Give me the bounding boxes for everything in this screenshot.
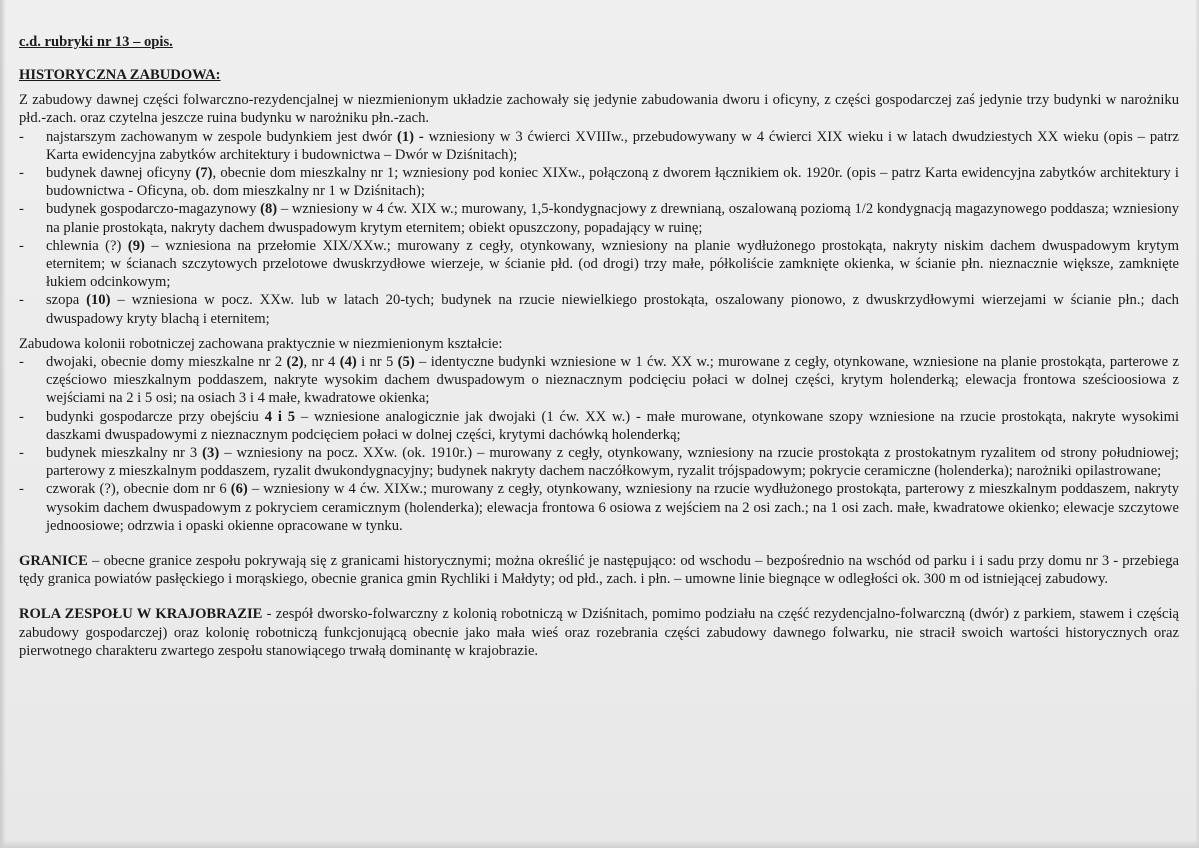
borders-paragraph — [19, 552, 1179, 588]
colony-building-list — [19, 353, 1179, 535]
page-edge — [0, 840, 1199, 848]
historical-building-list — [19, 128, 1179, 328]
list-item: - szopa (10) – wzniesiona w pocz. XXw. lub w latach 20-tych; budynek na rzucie niewielkiego prostokąta, oszalowany pionowo, z dwuskrzydłowymi wierzejami w ścianie płn.; dach dwuspadowy kryty blachą i eternitem; — [19, 292, 1179, 327]
document-content — [19, 33, 1179, 660]
list-item: - budynek dawnej oficyny (7), obecnie dom mieszkalny nr 1; wzniesiony pod koniec XIXw., połączoną z dworem łącznikiem ok. 1920r. (opis – patrz Karta ewidencyjna zabytków architektury i budownictwa - Oficyna, ob. dom mieszkalny nr 1 w Dziśnitach); — [19, 165, 1179, 200]
list-item: - najstarszym zachowanym w zespole budynkiem jest dwór (1) - wzniesiony w 3 ćwierci XVIIIw., przebudowywany w 4 ćwierci XIX wieku i w latach dwudziestych XX wieku (opis – patrz Karta ewidencyjna zabytków architektury i budownictwa – Dwór w Dziśnitach); — [19, 128, 1179, 163]
landscape-paragraph — [19, 605, 1179, 660]
landscape-label: ROLA ZESPOŁU W KRAJOBRAZIE — [19, 606, 263, 623]
page-edge — [1195, 0, 1199, 848]
list-item: - budynek gospodarczo-magazynowy (8) – wzniesiony w 4 ćw. XIX w.; murowany, 1,5-kondygnacjowy z drewnianą, oszalowaną poziomą 1/2 kondygnacją magazynowego poddasza; wzniesiony na planie prostokąta, nakryty dachem dwuspadowym krytym eternitem; obiekt opuszczony, popadający w ruinę; — [19, 201, 1179, 236]
list-item: - czworak (?), obecnie dom nr 6 (6) – wzniesiony w 4 ćw. XIXw.; murowany z cegły, otynkowany, wzniesiony na rzucie wydłużonego prostokąta, parterowy z mieszkalnym poddaszem, nakryty wysokim dachem dwuspadowym z pokryciem ceramicznym (holenderka); elewacja frontowa 6 osiowa z wejściem na 2 osi zach.; na 1 osi zach. małe, kwadratowe okienko; elewacje szczytowe jednoosiowe; odrzwia i opaski okienne opracowane w tynku. — [19, 481, 1179, 534]
page-edge — [0, 0, 6, 848]
colony-intro: Zabudowa kolonii robotniczej zachowana praktycznie w niezmienionym kształcie: — [19, 335, 503, 352]
list-item: - budynki gospodarcze przy obejściu 4 i 5 – wzniesione analogicznie jak dwojaki (1 ćw. XX w.) - małe murowane, otynkowane szopy wzniesione na rzucie prostokąta, nakryte wysokimi daszkami dwuspadowymi z nieznacznym podcięciem połaci w dolnej części, krytymi dachówką holenderką; — [19, 408, 1179, 443]
landscape-text: - zespół dworsko-folwarczny z kolonią robotniczą w Dziśnitach, pomimo podziału na część rezydencjalno-folwarczną (dwór) z parkiem, stawem i częścią zabudowy gospodarczej) oraz kolonię robotniczą funkcjonującą obecnie jako mała wieś oraz rozebrania części zabudowy dawnego folwarku, nie stracił swoich wartości historycznych oraz pierwotnego charakteru zwartego zespołu stanowiącego trwałą dominantę w krajobrazie. — [19, 606, 1179, 659]
section-title-historical: HISTORYCZNA ZABUDOWA: — [19, 67, 221, 83]
list-item: - chlewnia (?) (9) – wzniesiona na przełomie XIX/XXw.; murowany z cegły, otynkowany, wzniesiony na planie wydłużonego prostokąta, nakryty niskim dachem dwuspadowym krytym eternitem; w ścianach szczytowych przelotowe dwuskrzydłowe wierzeje, w ścianie płd. (od drogi) trzy małe, półkoliście zamknięte okienka, w ścianie płn. nieznacznie większe, zamknięte łukiem odcinkowym; — [19, 237, 1180, 291]
continuation-header: c.d. rubryki nr 13 – opis. — [19, 34, 173, 50]
list-item: - dwojaki, obecnie domy mieszkalne nr 2 (2), nr 4 (4) i nr 5 (5) – identyczne budynki wzniesione w 1 ćw. XX w.; murowane z cegły, otynkowane, wzniesione na planie prostokąta, parterowe z częściowo mieszkalnym poddaszem, nakryte wysokim dachem dwuspadowym o nieznacznym podcięciu połaci w dolnej części, krytym holenderką; elewacja frontowa sześcioosiowa z wejściami na 2 i 5 osi; na osiach 3 i 4 małe, kwadratowe okienka; — [19, 354, 1179, 407]
borders-label: GRANICE — [19, 553, 88, 570]
historical-intro: Z zabudowy dawnej części folwarczno-rezydencjalnej w niezmienionym układzie zachowały się jedynie zabudowania dworu i oficyny, z części gospodarczej zaś jedynie trzy budynki w narożniku płd.-zach. oraz czytelna jeszcze ruina budynku w narożniku płn.-zach. — [19, 92, 1179, 127]
borders-text: – obecne granice zespołu pokrywają się z granicami historycznymi; można określić je następująco: od wschodu – bezpośrednio na wschód od parku i i sadu przy domu nr 3 - przebiega tędy granica powiatów pasłęckiego i morąskiego, obecnie granica gmin Rychliki i Małdyty; od płd., zach. i płn. – umowne linie biegnące w odległości ok. 300 m od istniejącej zabudowy. — [19, 553, 1179, 588]
list-item: - budynek mieszkalny nr 3 (3) – wzniesiony na pocz. XXw. (ok. 1910r.) – murowany z cegły, otynkowany, wzniesiony na rzucie prostokąta z prostokatnym ryzalitem od strony południowej; parterowy z mieszkalnym poddaszem, ryzalit dwukondygnacyjny; budynek nakryty dachem naczółkowym, ryzalit trójspadowym; pokrycie ceramiczne (holenderka); narożniki opilastrowane; — [19, 445, 1179, 480]
